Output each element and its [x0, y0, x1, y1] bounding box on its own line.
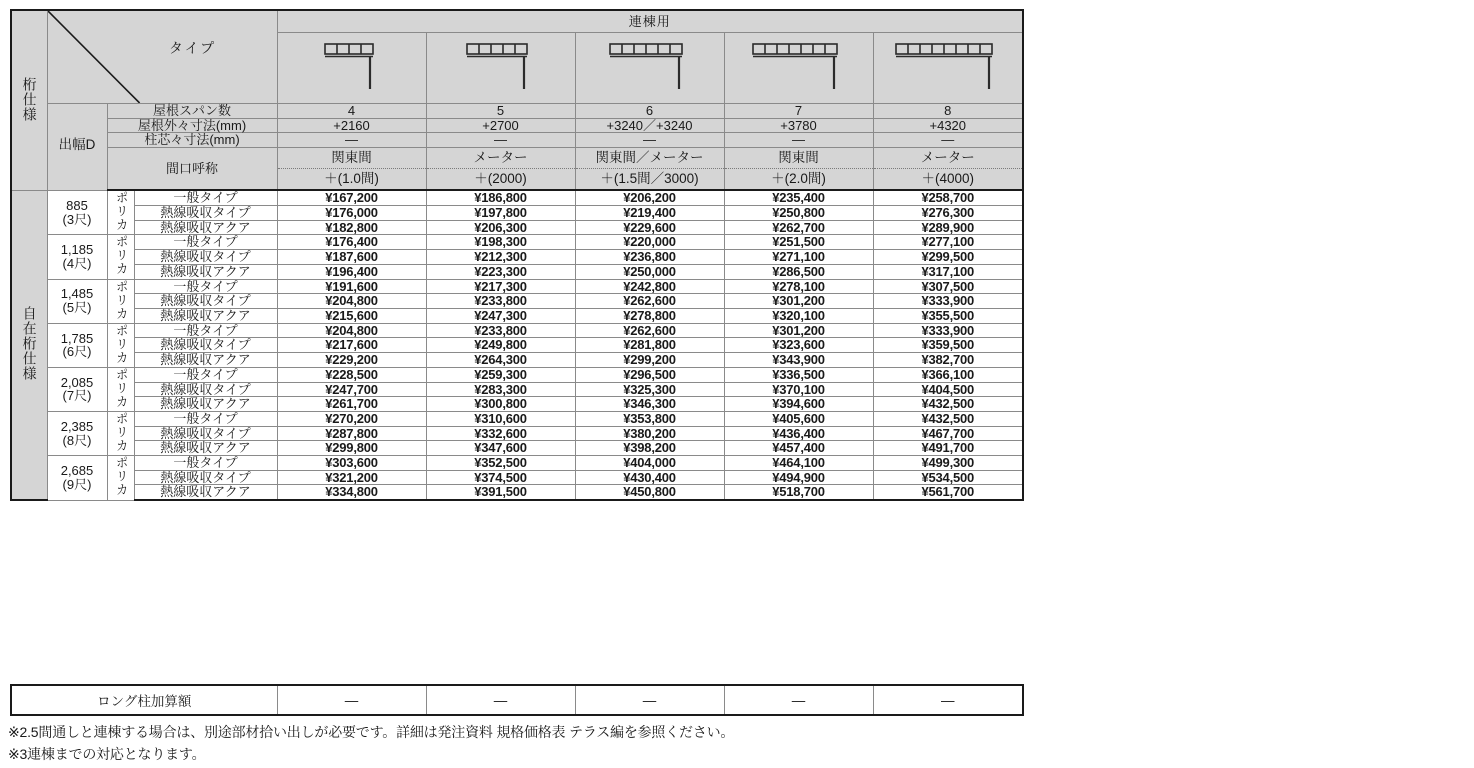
roof-outer-dim-3: +3240／+3240 — [575, 118, 724, 133]
glass-type-cell: 一般タイプ — [134, 235, 277, 250]
price-row — [11, 470, 1023, 485]
price-cell: ¥491,700 — [873, 441, 1023, 456]
price-row — [11, 338, 1023, 353]
glass-type-cell: 熱線吸収アクア — [134, 397, 277, 412]
frontage-top-4: 関東間 — [725, 148, 873, 169]
dwidth-value-cell — [47, 190, 107, 235]
note-line-1: ※2.5間通しと連棟する場合は、別途部材拾い出しが必要です。詳細は発注資料 規格価格表 テラス編を参照ください。 — [8, 724, 735, 740]
price-cell: ¥346,300 — [575, 397, 724, 412]
roof-outer-dim-4: +3780 — [724, 118, 873, 133]
dwidth-mm: 1,785 — [60, 330, 94, 346]
price-row — [11, 235, 1023, 250]
frontage-top-1: 関東間 — [278, 148, 426, 169]
price-cell: ¥247,300 — [426, 308, 575, 323]
price-cell: ¥286,500 — [724, 264, 873, 279]
price-cell: ¥333,900 — [873, 323, 1023, 338]
price-cell: ¥259,300 — [426, 367, 575, 382]
roof-span-6-icon-svg — [598, 39, 702, 95]
price-cell: ¥176,000 — [277, 205, 426, 220]
spec-label-text: 桁仕様 — [21, 76, 38, 122]
roof-span-4-icon — [278, 33, 426, 103]
price-cell: ¥370,100 — [724, 382, 873, 397]
material-label-text: ポリカ — [114, 411, 129, 453]
price-cell: ¥271,100 — [724, 250, 873, 265]
span-count-1: 4 — [277, 104, 426, 119]
long-pillar-table — [10, 684, 1024, 716]
long-pillar-label: ロング柱加算額 — [11, 685, 277, 715]
price-cell: ¥276,300 — [873, 205, 1023, 220]
spec-label-cell — [11, 10, 47, 190]
price-cell: ¥404,500 — [873, 382, 1023, 397]
dwidth-shaku: (5尺) — [62, 300, 92, 316]
material-label-cell — [107, 411, 134, 455]
price-cell: ¥191,600 — [277, 279, 426, 294]
dwidth-shaku: (7尺) — [62, 388, 92, 404]
glass-type-cell: 熱線吸収タイプ — [134, 470, 277, 485]
dwidth-shaku: (4尺) — [62, 255, 92, 271]
notes-section — [8, 722, 1208, 765]
price-row — [11, 456, 1023, 471]
frontage-bottom-4: ＋(2.0間) — [771, 171, 826, 187]
price-cell: ¥398,200 — [575, 441, 724, 456]
glass-type-cell: 熱線吸収アクア — [134, 485, 277, 500]
price-cell: ¥281,800 — [575, 338, 724, 353]
price-cell: ¥301,200 — [724, 323, 873, 338]
diagonal-divider-icon — [48, 11, 277, 103]
price-cell: ¥320,100 — [724, 308, 873, 323]
frontage-bottom-3: ＋(1.5間／3000) — [600, 171, 699, 187]
price-cell: ¥262,600 — [575, 323, 724, 338]
material-label-text: ポリカ — [114, 367, 129, 409]
price-cell: ¥198,300 — [426, 235, 575, 250]
price-cell: ¥299,200 — [575, 353, 724, 368]
glass-type-cell: 一般タイプ — [134, 190, 277, 205]
price-cell: ¥250,000 — [575, 264, 724, 279]
frontage-cell-2 — [426, 147, 575, 190]
roof-span-8-icon — [874, 33, 1023, 103]
price-row — [11, 441, 1023, 456]
price-cell: ¥182,800 — [277, 220, 426, 235]
price-cell: ¥359,500 — [873, 338, 1023, 353]
price-cell: ¥467,700 — [873, 426, 1023, 441]
price-cell: ¥347,600 — [426, 441, 575, 456]
price-cell: ¥212,300 — [426, 250, 575, 265]
header-row-post-center-dim — [11, 133, 1023, 148]
price-row — [11, 220, 1023, 235]
dwidth-shaku: (6尺) — [62, 344, 92, 360]
dwidth-mm: 1,485 — [60, 286, 94, 302]
price-cell: ¥310,600 — [426, 411, 575, 426]
glass-type-cell: 熱線吸収タイプ — [134, 338, 277, 353]
price-row — [11, 426, 1023, 441]
material-label-text: ポリカ — [114, 456, 129, 497]
long-pillar-row — [11, 685, 1023, 715]
material-label-cell — [107, 456, 134, 500]
glass-type-cell: 熱線吸収タイプ — [134, 426, 277, 441]
price-cell: ¥450,800 — [575, 485, 724, 500]
price-row — [11, 353, 1023, 368]
roof-span-4-icon-svg — [307, 39, 397, 95]
price-cell: ¥394,600 — [724, 397, 873, 412]
price-cell: ¥321,200 — [277, 470, 426, 485]
glass-type-cell: 一般タイプ — [134, 323, 277, 338]
dwidth-shaku: (3尺) — [62, 211, 92, 227]
price-row — [11, 294, 1023, 309]
roof-span-6-icon — [576, 33, 724, 103]
price-cell: ¥561,700 — [873, 485, 1023, 500]
price-cell: ¥206,300 — [426, 220, 575, 235]
price-cell: ¥366,100 — [873, 367, 1023, 382]
price-cell: ¥380,200 — [575, 426, 724, 441]
price-cell: ¥382,700 — [873, 353, 1023, 368]
price-row — [11, 250, 1023, 265]
price-cell: ¥374,500 — [426, 470, 575, 485]
price-cell: ¥299,500 — [873, 250, 1023, 265]
roof-icon-cell-5 — [873, 33, 1023, 104]
glass-type-cell: 熱線吸収アクア — [134, 264, 277, 279]
price-row — [11, 411, 1023, 426]
price-cell: ¥229,600 — [575, 220, 724, 235]
price-cell: ¥223,300 — [426, 264, 575, 279]
price-cell: ¥204,800 — [277, 294, 426, 309]
price-cell: ¥283,300 — [426, 382, 575, 397]
price-cell: ¥217,600 — [277, 338, 426, 353]
material-label-text: ポリカ — [114, 279, 129, 321]
price-cell: ¥334,800 — [277, 485, 426, 500]
post-center-dim-3: — — [575, 133, 724, 148]
price-cell: ¥534,500 — [873, 470, 1023, 485]
row-header-span-count: 屋根スパン数 — [107, 104, 277, 119]
glass-type-cell: 一般タイプ — [134, 411, 277, 426]
price-cell: ¥249,800 — [426, 338, 575, 353]
price-cell: ¥457,400 — [724, 441, 873, 456]
price-cell: ¥176,400 — [277, 235, 426, 250]
price-cell: ¥187,600 — [277, 250, 426, 265]
long-pillar-value-1: — — [277, 685, 426, 715]
price-cell: ¥432,500 — [873, 397, 1023, 412]
dwidth-value-cell — [47, 411, 107, 455]
price-cell: ¥325,300 — [575, 382, 724, 397]
price-cell: ¥228,500 — [277, 367, 426, 382]
frontage-bottom-1: ＋(1.0間) — [324, 171, 379, 187]
material-label-text: ポリカ — [114, 191, 129, 232]
price-cell: ¥219,400 — [575, 205, 724, 220]
dwidth-shaku: (9尺) — [62, 476, 92, 492]
price-cell: ¥206,200 — [575, 190, 724, 205]
header-row-frontage — [11, 147, 1023, 190]
long-pillar-value-5: — — [873, 685, 1023, 715]
dwidth-value-cell — [47, 367, 107, 411]
row-header-post-center-dim: 柱芯々寸法(mm) — [107, 133, 277, 148]
price-cell: ¥464,100 — [724, 456, 873, 471]
price-table-body — [11, 190, 1023, 500]
roof-icon-cell-4 — [724, 33, 873, 104]
type-label-text: タイプ — [168, 40, 217, 56]
price-row — [11, 397, 1023, 412]
price-cell: ¥217,300 — [426, 279, 575, 294]
header-row-span-count — [11, 104, 1023, 119]
span-count-5: 8 — [873, 104, 1023, 119]
roof-outer-dim-1: +2160 — [277, 118, 426, 133]
frontage-bottom-5: ＋(4000) — [921, 171, 975, 187]
price-row — [11, 382, 1023, 397]
material-label-cell — [107, 323, 134, 367]
dwidth-value-cell — [47, 279, 107, 323]
price-cell: ¥332,600 — [426, 426, 575, 441]
frontage-cell-4 — [724, 147, 873, 190]
roof-outer-dim-5: +4320 — [873, 118, 1023, 133]
price-cell: ¥250,800 — [724, 205, 873, 220]
price-row — [11, 485, 1023, 500]
dwidth-mm: 2,085 — [60, 374, 94, 390]
price-cell: ¥233,800 — [426, 323, 575, 338]
price-cell: ¥405,600 — [724, 411, 873, 426]
dwidth-value-cell — [47, 456, 107, 500]
price-row — [11, 308, 1023, 323]
price-cell: ¥262,700 — [724, 220, 873, 235]
price-cell: ¥167,200 — [277, 190, 426, 205]
dwidth-label-text: 出幅D — [58, 136, 96, 152]
price-cell: ¥270,200 — [277, 411, 426, 426]
glass-type-cell: 熱線吸収タイプ — [134, 382, 277, 397]
price-cell: ¥287,800 — [277, 426, 426, 441]
price-cell: ¥518,700 — [724, 485, 873, 500]
post-center-dim-1: — — [277, 133, 426, 148]
price-cell: ¥251,500 — [724, 235, 873, 250]
roof-span-5-icon — [427, 33, 575, 103]
price-row — [11, 279, 1023, 294]
price-cell: ¥258,700 — [873, 190, 1023, 205]
price-cell: ¥204,800 — [277, 323, 426, 338]
material-label-text: ポリカ — [114, 235, 129, 276]
price-cell: ¥278,800 — [575, 308, 724, 323]
price-cell: ¥264,300 — [426, 353, 575, 368]
frontage-cell-3 — [575, 147, 724, 190]
price-row — [11, 367, 1023, 382]
dwidth-mm: 2,685 — [60, 463, 94, 479]
dwidth-mm: 2,385 — [60, 418, 94, 434]
material-label-cell — [107, 190, 134, 235]
frontage-top-3: 関東間／メーター — [576, 148, 724, 169]
price-cell: ¥307,500 — [873, 279, 1023, 294]
row-header-roof-outer-dim: 屋根外々寸法(mm) — [107, 118, 277, 133]
dwidth-value-cell — [47, 235, 107, 279]
price-row — [11, 264, 1023, 279]
price-table — [10, 9, 1024, 501]
price-cell: ¥404,000 — [575, 456, 724, 471]
price-cell: ¥299,800 — [277, 441, 426, 456]
price-cell: ¥430,400 — [575, 470, 724, 485]
post-center-dim-2: — — [426, 133, 575, 148]
dwidth-value-cell — [47, 323, 107, 367]
price-cell: ¥336,500 — [724, 367, 873, 382]
glass-type-cell: 熱線吸収アクア — [134, 441, 277, 456]
roof-icon-cell-3 — [575, 33, 724, 104]
price-cell: ¥278,100 — [724, 279, 873, 294]
glass-type-cell: 一般タイプ — [134, 367, 277, 382]
long-pillar-value-3: — — [575, 685, 724, 715]
span-count-4: 7 — [724, 104, 873, 119]
long-pillar-value-2: — — [426, 685, 575, 715]
dwidth-shaku: (8尺) — [62, 432, 92, 448]
material-label-cell — [107, 235, 134, 279]
band-label-cell: 連棟用 — [277, 10, 1023, 33]
glass-type-cell: 熱線吸収アクア — [134, 308, 277, 323]
price-cell: ¥236,800 — [575, 250, 724, 265]
material-label-text: ポリカ — [114, 323, 129, 365]
price-cell: ¥343,900 — [724, 353, 873, 368]
roof-span-8-icon-svg — [888, 39, 1008, 95]
body-spec-label-cell — [11, 190, 47, 500]
price-cell: ¥355,500 — [873, 308, 1023, 323]
price-cell: ¥289,900 — [873, 220, 1023, 235]
frontage-top-2: メーター — [427, 148, 575, 169]
frontage-top-5: メーター — [874, 148, 1023, 169]
post-center-dim-5: — — [873, 133, 1023, 148]
price-row — [11, 323, 1023, 338]
price-cell: ¥262,600 — [575, 294, 724, 309]
roof-icon-cell-2 — [426, 33, 575, 104]
price-cell: ¥247,700 — [277, 382, 426, 397]
roof-icon-cell-1 — [277, 33, 426, 104]
price-row — [11, 190, 1023, 205]
span-count-2: 5 — [426, 104, 575, 119]
header-row-roof-outer-dim — [11, 118, 1023, 133]
frontage-bottom-2: ＋(2000) — [474, 171, 527, 187]
price-cell: ¥215,600 — [277, 308, 426, 323]
note-line-2: ※3連棟までの対応となります。 — [8, 745, 206, 762]
price-cell: ¥333,900 — [873, 294, 1023, 309]
price-cell: ¥186,800 — [426, 190, 575, 205]
price-cell: ¥323,600 — [724, 338, 873, 353]
body-spec-label-text: 自在桁仕様 — [21, 306, 38, 382]
price-cell: ¥317,100 — [873, 264, 1023, 279]
price-cell: ¥432,500 — [873, 411, 1023, 426]
dwidth-mm: 1,185 — [60, 242, 94, 258]
price-cell: ¥261,700 — [277, 397, 426, 412]
frontage-cell-1 — [277, 147, 426, 190]
long-pillar-value-4: — — [724, 685, 873, 715]
price-cell: ¥233,800 — [426, 294, 575, 309]
price-cell: ¥242,800 — [575, 279, 724, 294]
glass-type-cell: 熱線吸収アクア — [134, 220, 277, 235]
glass-type-cell: 熱線吸収タイプ — [134, 250, 277, 265]
glass-type-cell: 熱線吸収アクア — [134, 353, 277, 368]
price-cell: ¥220,000 — [575, 235, 724, 250]
roof-span-5-icon-svg — [453, 39, 549, 95]
header-row-band — [11, 10, 1023, 33]
price-cell: ¥277,100 — [873, 235, 1023, 250]
glass-type-cell: 一般タイプ — [134, 456, 277, 471]
roof-span-7-icon-svg — [743, 39, 855, 95]
price-cell: ¥196,400 — [277, 264, 426, 279]
price-cell: ¥391,500 — [426, 485, 575, 500]
roof-outer-dim-2: +2700 — [426, 118, 575, 133]
glass-type-cell: 熱線吸収タイプ — [134, 205, 277, 220]
price-cell: ¥353,800 — [575, 411, 724, 426]
frontage-cell-5 — [873, 147, 1023, 190]
price-cell: ¥494,900 — [724, 470, 873, 485]
price-cell: ¥499,300 — [873, 456, 1023, 471]
material-label-cell — [107, 367, 134, 411]
row-header-frontage: 間口呼称 — [107, 147, 277, 190]
span-count-3: 6 — [575, 104, 724, 119]
material-label-cell — [107, 279, 134, 323]
glass-type-cell: 熱線吸収タイプ — [134, 294, 277, 309]
price-row — [11, 205, 1023, 220]
roof-span-7-icon — [725, 33, 873, 103]
type-diagonal-cell — [47, 10, 277, 104]
price-cell: ¥229,200 — [277, 353, 426, 368]
price-cell: ¥235,400 — [724, 190, 873, 205]
price-cell: ¥300,800 — [426, 397, 575, 412]
price-cell: ¥436,400 — [724, 426, 873, 441]
price-cell: ¥352,500 — [426, 456, 575, 471]
price-cell: ¥303,600 — [277, 456, 426, 471]
price-cell: ¥197,800 — [426, 205, 575, 220]
post-center-dim-4: — — [724, 133, 873, 148]
price-cell: ¥296,500 — [575, 367, 724, 382]
glass-type-cell: 一般タイプ — [134, 279, 277, 294]
dwidth-mm: 885 — [66, 197, 88, 213]
dwidth-header-cell — [47, 104, 107, 191]
price-cell: ¥301,200 — [724, 294, 873, 309]
